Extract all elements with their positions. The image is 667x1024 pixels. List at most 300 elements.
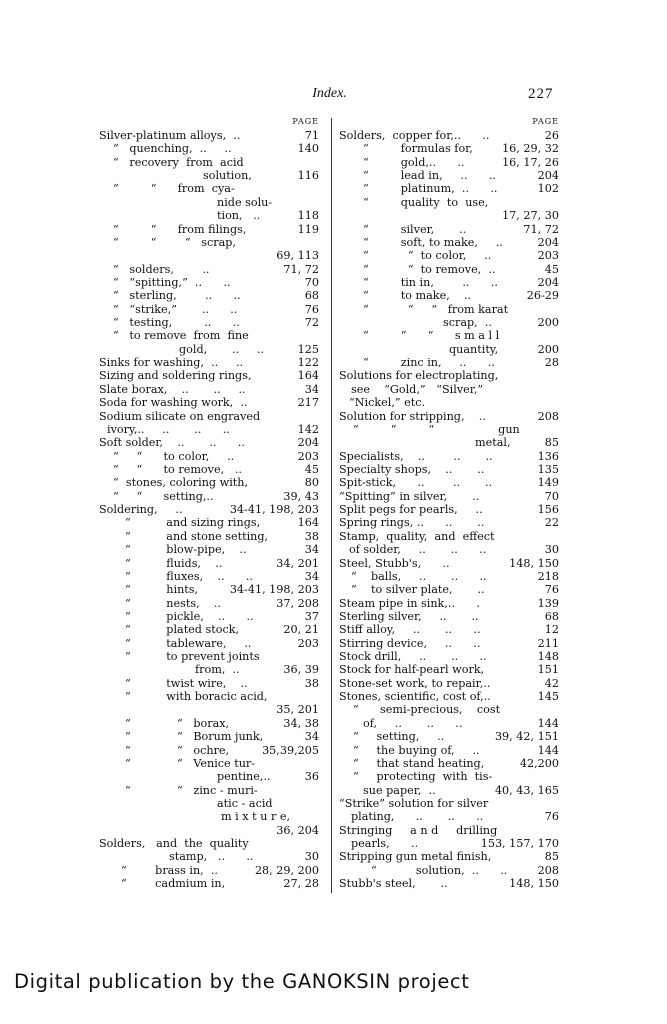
entry-text: Soft solder, .. .. .. [99, 436, 245, 450]
entry-page-ref: 156 [537, 503, 559, 517]
index-entry [99, 583, 319, 596]
index-entry [99, 717, 319, 730]
entry-text: “ hints, [125, 583, 199, 597]
entry-page-ref: 28, 29, 200 [254, 863, 319, 877]
entry-page-ref: 34-41, 198, 203 [229, 583, 319, 597]
index-entry [99, 463, 319, 476]
entry-page-ref: 80 [304, 476, 319, 490]
index-entry [99, 837, 319, 850]
column-divider [331, 118, 332, 893]
index-entry [99, 677, 319, 690]
entry-text: “ setting, .. [353, 730, 445, 744]
entry-text: “ testing, .. .. [113, 316, 240, 330]
page-column-label: PAGE [532, 117, 559, 126]
entry-text: Solution for stripping, .. [339, 409, 486, 423]
entry-text: “ “ “ s m a l l [363, 329, 500, 343]
index-entry [339, 570, 559, 583]
index-entry [339, 650, 559, 663]
index-entry [99, 703, 319, 716]
entry-page-ref: 200 [537, 316, 559, 330]
entry-text: gold, .. .. [179, 342, 265, 356]
entry-text: “ silver, .. [363, 222, 467, 236]
entry-page-ref: 116 [297, 169, 319, 183]
index-entry [99, 864, 319, 877]
entry-page-ref: 34, 38 [283, 716, 319, 730]
entry-page-ref: 39, 43 [283, 489, 319, 503]
entry-text: Spring rings, .. .. .. [339, 516, 485, 530]
entry-page-ref: 164 [297, 516, 319, 530]
entry-text: “ nests, .. [125, 596, 221, 610]
index-entry [339, 597, 559, 610]
entry-text: “ “ from filings, [113, 222, 247, 236]
page-number: 227 [528, 86, 554, 102]
page-column-label: PAGE [292, 117, 319, 126]
index-entry [99, 356, 319, 369]
entry-page-ref: 148 [537, 650, 559, 664]
entry-text: of, .. .. .. [363, 716, 463, 730]
entry-text: Stone-set work, to repair,.. [339, 676, 491, 690]
entry-page-ref: 42 [544, 676, 559, 690]
entry-text: “ to remove from fine [113, 329, 249, 343]
index-entry [339, 797, 559, 810]
entry-page-ref: 45 [544, 262, 559, 276]
entry-page-ref: 71, 72 [523, 222, 559, 236]
index-entry [339, 450, 559, 463]
index-entry [99, 209, 319, 222]
entry-text: “Nickel,” etc. [349, 396, 426, 410]
index-entry [99, 690, 319, 703]
entry-text: “ lead in, .. .. [363, 169, 496, 183]
entry-page-ref: 38 [304, 676, 319, 690]
entry-page-ref: 30 [544, 543, 559, 557]
entry-text: Stones, scientific, cost of,.. [339, 690, 491, 704]
index-entry [339, 663, 559, 676]
entry-text: “ fluids, .. [125, 556, 223, 570]
index-entry [339, 289, 559, 302]
entry-text: Soldering, .. [99, 503, 183, 517]
index-entry [339, 757, 559, 770]
entry-text: Silver-platinum alloys, .. [99, 129, 241, 142]
index-entry [99, 770, 319, 783]
entry-page-ref: 136 [537, 449, 559, 463]
entry-text: “ quality to use, [363, 195, 489, 209]
entry-text: Stubb's steel, .. [339, 877, 448, 891]
entry-page-ref: 76 [304, 302, 319, 316]
index-entry [339, 463, 559, 476]
index-entry [99, 543, 319, 556]
entry-text: “ to prevent joints [125, 650, 260, 664]
index-entry [339, 837, 559, 850]
index-entry [99, 182, 319, 195]
entry-text: “ “ from cya- [113, 182, 235, 196]
index-entry [339, 784, 559, 797]
entry-text: atic - acid [217, 796, 273, 810]
index-entry [339, 156, 559, 169]
entry-page-ref: 204 [537, 235, 559, 249]
index-entry [99, 343, 319, 356]
entry-text: “Strike” solution for silver [339, 796, 489, 810]
entry-text: Specialists, .. .. .. [339, 449, 493, 463]
index-entry [339, 583, 559, 596]
index-entry [339, 209, 559, 222]
index-entry [99, 142, 319, 155]
entry-page-ref: 204 [537, 169, 559, 183]
entry-text: Soda for washing work, .. [99, 396, 248, 410]
index-entry [339, 717, 559, 730]
entry-text: “ fluxes, .. .. [125, 569, 253, 583]
entry-text: “ the buying of, .. [353, 743, 480, 757]
index-entry [339, 703, 559, 716]
entry-text: Sizing and soldering rings, [99, 369, 252, 383]
entry-page-ref: 69, 113 [276, 249, 319, 263]
index-entry [99, 623, 319, 636]
entry-text: metal, [475, 436, 511, 450]
entry-text: Steam pipe in sink,.. . [339, 596, 480, 610]
entry-page-ref: 125 [297, 342, 319, 356]
index-entry [339, 129, 559, 142]
entry-text: “ and stone setting, [125, 529, 269, 543]
index-entry [339, 249, 559, 262]
entry-page-ref: 38 [304, 529, 319, 543]
entry-page-ref: 34, 201 [276, 556, 319, 570]
entry-page-ref: 102 [537, 182, 559, 196]
entry-page-ref: 203 [297, 449, 319, 463]
index-entry [339, 343, 559, 356]
entry-text: “ recovery from acid [113, 155, 244, 169]
index-entry [99, 436, 319, 449]
entry-page-ref: 39, 42, 151 [494, 730, 559, 744]
index-entry [99, 744, 319, 757]
index-entry [339, 316, 559, 329]
entry-text: “ pickle, .. .. [125, 609, 254, 623]
index-entry [99, 730, 319, 743]
entry-text: “ tableware, .. [125, 636, 252, 650]
index-entry [99, 610, 319, 623]
index-entry [99, 156, 319, 169]
index-entry [99, 236, 319, 249]
index-entry [339, 623, 559, 636]
index-entry [339, 677, 559, 690]
entry-page-ref: 76 [544, 810, 559, 824]
index-entry [339, 196, 559, 209]
entry-page-ref: 45 [304, 462, 319, 476]
index-entry [99, 516, 319, 529]
entry-page-ref: 27, 28 [283, 877, 319, 891]
entry-page-ref: 20, 21 [283, 623, 319, 637]
entry-text: “ protecting with tis- [353, 770, 493, 784]
entry-text: “ “ to color, .. [363, 249, 492, 263]
entry-page-ref: 200 [537, 342, 559, 356]
entry-text: “ soft, to make, .. [363, 235, 503, 249]
index-entry [339, 744, 559, 757]
entry-page-ref: 204 [537, 275, 559, 289]
entry-page-ref: 17, 27, 30 [502, 209, 559, 223]
entry-text: “ “ Venice tur- [125, 756, 256, 770]
index-entry [339, 396, 559, 409]
entry-page-ref: 144 [537, 716, 559, 730]
entry-page-ref: 85 [544, 850, 559, 864]
entry-text: “ blow-pipe, .. [125, 543, 247, 557]
entry-text: “ sterling, .. .. [113, 289, 241, 303]
index-entry [99, 263, 319, 276]
index-entry [99, 597, 319, 610]
entry-text: Stirring device, .. .. [339, 636, 481, 650]
entry-text: “ plated stock, [125, 623, 240, 637]
index-entry [99, 169, 319, 182]
index-entry [339, 476, 559, 489]
entry-page-ref: 26 [544, 129, 559, 142]
entry-text: “ gold,.. .. [363, 155, 465, 169]
entry-page-ref: 148, 150 [509, 877, 559, 891]
entry-text: Stiff alloy, .. .. .. [339, 623, 481, 637]
index-entry [99, 196, 319, 209]
index-entry [99, 383, 319, 396]
entry-page-ref: 71 [304, 129, 319, 142]
index-entry [339, 516, 559, 529]
entry-text: Solders, copper for,.. .. [339, 129, 490, 142]
entry-text: plating, .. .. .. [351, 810, 484, 824]
entry-page-ref: 218 [537, 569, 559, 583]
entry-text: “ stones, coloring with, [113, 476, 249, 490]
index-entry [99, 877, 319, 890]
entry-page-ref: 139 [537, 596, 559, 610]
entry-text: tion, .. [217, 209, 261, 223]
index-entry [339, 223, 559, 236]
entry-page-ref: 72 [304, 316, 319, 330]
entry-page-ref: 164 [297, 369, 319, 383]
entry-text: Sterling silver, .. .. [339, 609, 479, 623]
entry-text: “ “ to remove, .. [363, 262, 496, 276]
entry-text: “ semi-precious, cost [353, 703, 501, 717]
index-entry [339, 329, 559, 342]
entry-page-ref: 70 [304, 275, 319, 289]
entry-text: ivory,.. .. .. .. [107, 422, 230, 436]
header-title-text: Index. [312, 86, 347, 101]
index-entry [99, 530, 319, 543]
entry-page-ref: 148, 150 [509, 556, 559, 570]
entry-text: “ quenching, .. .. [113, 142, 232, 156]
entry-page-ref: 34 [304, 730, 319, 744]
index-entry [339, 490, 559, 503]
entry-text: Slate borax, .. .. .. [99, 382, 246, 396]
index-entry [339, 276, 559, 289]
entry-text: of solder, .. .. .. [349, 543, 487, 557]
entry-page-ref: 85 [544, 436, 559, 450]
index-entry [99, 329, 319, 342]
entry-page-ref: 36 [304, 770, 319, 784]
index-entry [99, 757, 319, 770]
entry-text: m i x t u r e, [221, 810, 291, 824]
index-entry [99, 503, 319, 516]
entry-page-ref: 142 [297, 422, 319, 436]
entry-text: “ and sizing rings, [125, 516, 261, 530]
index-entry [99, 490, 319, 503]
index-column-left [99, 115, 319, 890]
entry-text: “ to silver plate, .. [351, 583, 485, 597]
entry-text: Solutions for electroplating, [339, 369, 499, 383]
entry-text: “ platinum, .. .. [363, 182, 498, 196]
index-entry [339, 303, 559, 316]
entry-page-ref: 144 [537, 743, 559, 757]
entry-page-ref: 122 [297, 356, 319, 370]
entry-page-ref: 153, 157, 170 [480, 837, 559, 851]
entry-page-ref: 204 [297, 436, 319, 450]
index-entry [339, 730, 559, 743]
index-entry [99, 784, 319, 797]
index-entry [99, 810, 319, 823]
index-entry [99, 316, 319, 329]
entry-page-ref: 211 [537, 636, 559, 650]
index-entry [339, 436, 559, 449]
entry-text: Stripping gun metal finish, [339, 850, 492, 864]
entry-text: “ that stand heating, [353, 756, 485, 770]
index-entry [99, 410, 319, 423]
index-entry [99, 289, 319, 302]
entry-page-ref: 68 [544, 609, 559, 623]
index-entry [99, 129, 319, 142]
entry-page-ref: 40, 43, 165 [494, 783, 559, 797]
entry-page-ref: 42,200 [519, 756, 559, 770]
entry-page-ref: 68 [304, 289, 319, 303]
entry-text: “ “ zinc - muri- [125, 783, 258, 797]
index-entry [339, 824, 559, 837]
entry-text: scrap, .. [443, 316, 492, 330]
entry-text: “ cadmium in, [121, 877, 226, 891]
entry-text: “ zinc in, .. .. [363, 356, 495, 370]
entry-text: “ tin in, .. .. [363, 275, 498, 289]
index-entry [339, 383, 559, 396]
entry-page-ref: 22 [544, 516, 559, 530]
index-entry [99, 396, 319, 409]
entry-text: “ “ borax, [125, 716, 230, 730]
entry-text: Specialty shops, .. .. [339, 462, 485, 476]
index-entry [99, 423, 319, 436]
entry-text: nide solu- [217, 195, 273, 209]
entry-page-ref: 26-29 [526, 289, 559, 303]
entry-page-ref: 34-41, 198, 203 [229, 503, 319, 517]
entry-text: pentine,.. [217, 770, 271, 784]
entry-text: see “Gold,” “Silver,” [351, 382, 484, 396]
entry-text: “ “spitting,” .. .. [113, 275, 231, 289]
entry-page-ref: 203 [297, 636, 319, 650]
index-entry [339, 810, 559, 823]
entry-text: “ “ ochre, [125, 743, 230, 757]
entry-text: Sodium silicate on engraved [99, 409, 261, 423]
index-entry [339, 877, 559, 890]
entry-text: “ “ Borum junk, [125, 730, 264, 744]
entry-text: stamp, .. .. [169, 850, 254, 864]
entry-page-ref: 16, 29, 32 [502, 142, 559, 156]
entry-page-ref: 71, 72 [283, 262, 319, 276]
index-entry [339, 503, 559, 516]
entry-page-ref: 34 [304, 569, 319, 583]
index-entry [339, 770, 559, 783]
entry-page-ref: 76 [544, 583, 559, 597]
index-entry [339, 142, 559, 155]
entry-text: pearls, .. [351, 837, 419, 851]
entry-page-ref: 16, 17, 26 [502, 155, 559, 169]
entry-page-ref: 12 [544, 623, 559, 637]
entry-page-ref: 70 [544, 489, 559, 503]
entry-text: “ to make, .. [363, 289, 472, 303]
entry-text: sue paper, .. [363, 783, 436, 797]
entry-text: Stamp, quality, and effect [339, 529, 495, 543]
entry-text: “ solution, .. .. [371, 863, 508, 877]
entry-page-ref: 34 [304, 382, 319, 396]
index-entry [339, 423, 559, 436]
index-entry [99, 663, 319, 676]
entry-text: “ balls, .. .. .. [351, 569, 487, 583]
entry-page-ref: 37, 208 [276, 596, 319, 610]
index-entry [99, 637, 319, 650]
index-entry [339, 557, 559, 570]
index-entry [339, 369, 559, 382]
index-entry [339, 637, 559, 650]
entry-page-ref: 203 [537, 249, 559, 263]
entry-page-ref: 149 [537, 476, 559, 490]
entry-text: “ twist wire, .. [125, 676, 248, 690]
entry-text: “ “ to color, .. [113, 449, 235, 463]
entry-text: “ “ “ scrap, [113, 235, 237, 249]
index-entry [99, 369, 319, 382]
entry-page-ref: 35,39,205 [262, 743, 319, 757]
entry-text: “ “ to remove, .. [113, 462, 242, 476]
entry-page-ref: 151 [537, 663, 559, 677]
entry-page-ref: 35, 201 [276, 703, 319, 717]
entry-page-ref: 119 [297, 222, 319, 236]
index-entry [339, 543, 559, 556]
index-entry [339, 690, 559, 703]
entry-text: “ solders, .. [113, 262, 210, 276]
index-entry [99, 650, 319, 663]
entry-page-ref: 28 [544, 356, 559, 370]
entry-page-ref: 36, 39 [283, 663, 319, 677]
entry-page-ref: 135 [537, 462, 559, 476]
index-entry [99, 276, 319, 289]
index-entry [339, 182, 559, 195]
entry-text: “Spitting” in silver, .. [339, 489, 480, 503]
index-entry [339, 410, 559, 423]
entry-page-ref: 145 [537, 690, 559, 704]
entry-page-ref: 208 [537, 409, 559, 423]
footer-credit: Digital publication by the GANOKSIN project [14, 970, 470, 993]
entry-text: Stringing a n d drilling [339, 823, 498, 837]
entry-page-ref: 217 [297, 396, 319, 410]
index-entry [99, 303, 319, 316]
entry-text: “ formulas for, [363, 142, 473, 156]
index-entry [99, 450, 319, 463]
entry-text: solution, [203, 169, 252, 183]
index-column-right [339, 115, 559, 890]
entry-page-ref: 34 [304, 543, 319, 557]
entry-text: Steel, Stubb's, .. [339, 556, 450, 570]
entry-page-ref: 30 [304, 850, 319, 864]
entry-text: “ “ “ gun [353, 422, 520, 436]
entry-text: “ “ “ from karat [363, 302, 509, 316]
entry-page-ref: 36, 204 [276, 823, 319, 837]
entry-text: “ “ setting,.. [113, 489, 214, 503]
index-entry [99, 824, 319, 837]
index-entry [339, 530, 559, 543]
index-entry [339, 169, 559, 182]
index-entry [99, 476, 319, 489]
running-header-title [0, 86, 667, 102]
index-entry [339, 236, 559, 249]
index-entry [99, 850, 319, 863]
entry-page-ref: 208 [537, 863, 559, 877]
entry-text: Stock for half-pearl work, [339, 663, 485, 677]
index-entry [99, 249, 319, 262]
